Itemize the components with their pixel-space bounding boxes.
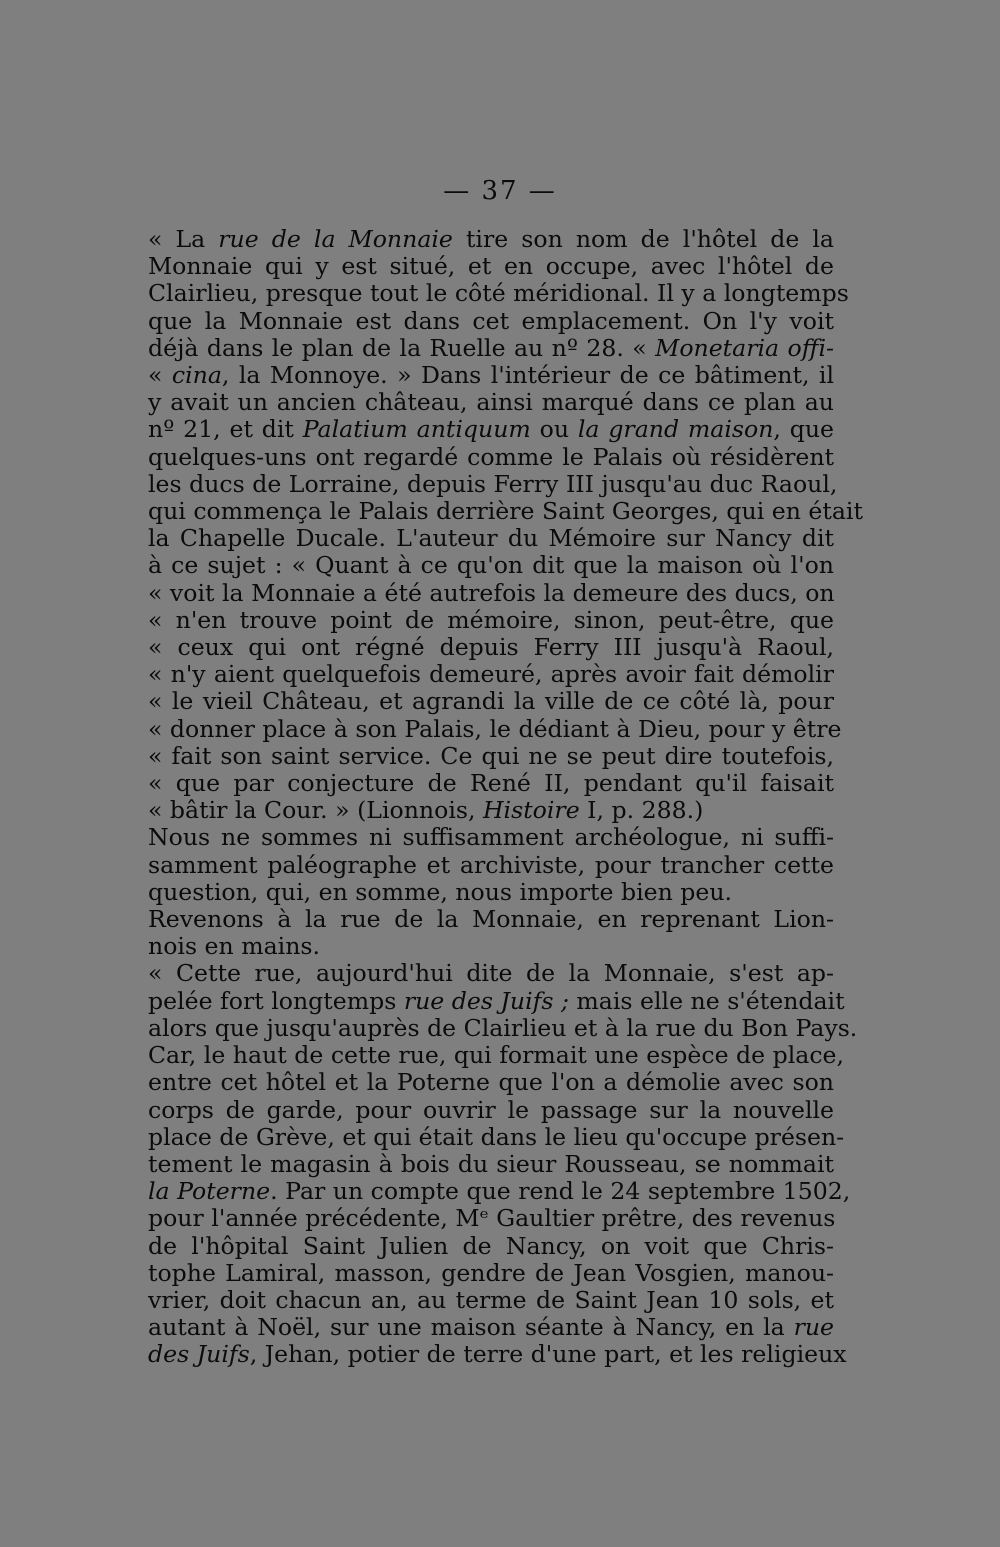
text-line	[148, 444, 834, 471]
text-line	[148, 469, 838, 498]
text-line	[148, 986, 845, 1015]
text-run: à ce sujet : « Quant à ce qu'on dit que la maison où l'on	[148, 551, 834, 580]
text-run: I, p. 288.)	[579, 796, 704, 825]
text-line	[148, 714, 842, 743]
text-run: y avait un ancien château, ainsi marqué dans ce plan au	[148, 388, 834, 417]
italic-text: rue	[793, 1313, 834, 1342]
text-run: « donner place à son Palais, le dédiant à Dieu, pour y être	[148, 714, 842, 743]
text-run: « Cette rue, aujourd'hui dite de la Monnaie, s'est ap-	[148, 959, 834, 988]
text-run: « bâtir la Cour. » (Lionnois,	[148, 796, 483, 825]
text-line	[148, 1205, 834, 1232]
italic-text: Histoire	[482, 796, 580, 825]
text-line	[148, 797, 834, 824]
text-line	[148, 824, 834, 851]
text-run: entre cet hôtel et la Poterne que l'on a démolie avec son	[148, 1068, 834, 1097]
text-line	[148, 1151, 834, 1178]
text-line	[148, 416, 834, 443]
italic-text: rue des Juifs ;	[403, 986, 569, 1015]
text-line	[148, 525, 834, 552]
text-run: la Chapelle Ducale. L'auteur du Mémoire sur Nancy dit	[148, 524, 834, 553]
text-run: , que	[773, 415, 834, 444]
text-line	[148, 253, 834, 280]
text-run: « le vieil Château, et agrandi la ville de ce côté là, pour	[148, 687, 834, 716]
text-run: «	[148, 361, 172, 390]
text-line	[148, 933, 834, 960]
text-line	[148, 770, 834, 797]
text-run: , Jehan, potier de terre d'une part, et les religieux	[249, 1340, 847, 1369]
italic-text: cina	[171, 361, 222, 390]
italic-text: Palatium antiquum	[302, 415, 531, 444]
text-line	[148, 1287, 834, 1314]
text-run: « n'y aient quelquefois demeuré, après avoir fait démolir	[148, 660, 834, 689]
text-line	[148, 1233, 834, 1260]
text-run: , la Monnoye. » Dans l'intérieur de ce bâtiment, il	[221, 361, 835, 390]
text-run: que la Monnaie est dans cet emplacement. On l'y voit	[148, 306, 834, 335]
text-run: Car, le haut de cette rue, qui formait une espèce de place,	[148, 1041, 845, 1070]
text-run: Monnaie qui y est situé, et en occupe, avec l'hôtel de	[148, 252, 834, 281]
text-run: les ducs de Lorraine, depuis Ferry III jusqu'au duc Raoul,	[148, 469, 838, 498]
text-run: pelée fort longtemps	[148, 986, 404, 1015]
text-run: Clairlieu, presque tout le côté méridional. Il y a longtemps	[148, 279, 849, 308]
text-line	[148, 661, 834, 688]
text-run: alors que jusqu'auprès de Clairlieu et à la rue du Bon Pays.	[148, 1013, 858, 1042]
text-line	[148, 226, 834, 253]
text-line	[148, 1069, 834, 1096]
text-line	[148, 634, 834, 661]
text-line	[148, 1314, 834, 1341]
text-run: « que par conjecture de René II, pendant qu'il faisait	[148, 769, 834, 798]
italic-text: la grand maison	[577, 415, 774, 444]
text-line	[148, 852, 834, 879]
text-run: pour l'année précédente, Mᵉ Gaultier prêtre, des revenus	[148, 1204, 836, 1233]
text-line	[148, 1041, 845, 1070]
text-run: qui commença le Palais derrière Saint Georges, qui en était	[148, 497, 863, 526]
text-run: autant à Noël, sur une maison séante à Nancy, en la	[148, 1313, 794, 1342]
text-run: « n'en trouve point de mémoire, sinon, peut-être, que	[148, 605, 834, 634]
body-text	[148, 225, 863, 1369]
text-line	[148, 607, 834, 634]
text-line	[148, 960, 834, 987]
text-line	[148, 1097, 834, 1124]
text-run: « fait son saint service. Ce qui ne se peut dire toutefois,	[148, 741, 834, 770]
text-run: tire son nom de l'hôtel de la	[452, 225, 834, 253]
text-run: place de Grève, et qui était dans le lieu qu'occupe présen-	[148, 1122, 845, 1151]
text-run: de l'hôpital Saint Julien de Nancy, on voit que Chris-	[148, 1231, 834, 1260]
text-line	[148, 1260, 834, 1287]
text-run: mais elle ne s'étendait	[568, 986, 845, 1015]
text-line	[148, 1177, 851, 1206]
text-run: corps de garde, pour ouvrir le passage sur la nouvelle	[148, 1095, 834, 1124]
text-run: samment paléographe et archiviste, pour trancher cette	[148, 850, 834, 879]
text-line	[148, 362, 834, 389]
text-run: « ceux qui ont régné depuis Ferry III jusqu'à Raoul,	[148, 633, 834, 662]
text-line	[148, 743, 834, 770]
italic-text: rue de la Monnaie	[218, 225, 453, 253]
text-run: Revenons à la rue de la Monnaie, en reprenant Lion-	[148, 905, 834, 934]
text-line	[148, 308, 834, 335]
italic-text: la Poterne	[148, 1177, 271, 1206]
text-line	[148, 688, 834, 715]
text-line	[148, 879, 834, 906]
text-line	[148, 1013, 858, 1042]
text-line	[148, 580, 834, 607]
text-line	[148, 497, 863, 526]
text-line	[148, 1340, 847, 1369]
text-line	[148, 335, 834, 362]
text-run: Nous ne sommes ni suffisamment archéologue, ni suffi-	[148, 823, 834, 852]
text-run: « voit la Monnaie a été autrefois la demeure des ducs, on	[148, 578, 835, 607]
text-run: tement le magasin à bois du sieur Rousseau, se nommait	[148, 1149, 834, 1178]
text-line	[148, 906, 834, 933]
text-run: . Par un compte que rend le 24 septembre 1502,	[270, 1177, 851, 1206]
text-run: nº 21, et dit	[148, 415, 303, 444]
italic-text: Monetaria offi-	[655, 333, 834, 362]
italic-text: des Juifs	[148, 1340, 250, 1369]
text-run: quelques-uns ont regardé comme le Palais où résidèrent	[148, 442, 834, 471]
page-number: — 37 —	[443, 176, 557, 206]
text-line	[148, 1122, 845, 1151]
text-run: question, qui, en somme, nous importe bien peu.	[148, 877, 733, 906]
text-run: nois en mains.	[148, 932, 320, 961]
text-line	[148, 552, 834, 579]
text-line	[148, 279, 849, 308]
text-run: déjà dans le plan de la Ruelle au nº 28. «	[148, 333, 656, 362]
text-run: ou	[530, 415, 578, 444]
text-run: vrier, doit chacun an, au terme de Saint Jean 10 sols, et	[148, 1285, 834, 1314]
text-run: tophe Lamiral, masson, gendre de Jean Vosgien, manou-	[148, 1258, 834, 1287]
text-line	[148, 389, 834, 416]
text-run: « La	[148, 225, 219, 253]
